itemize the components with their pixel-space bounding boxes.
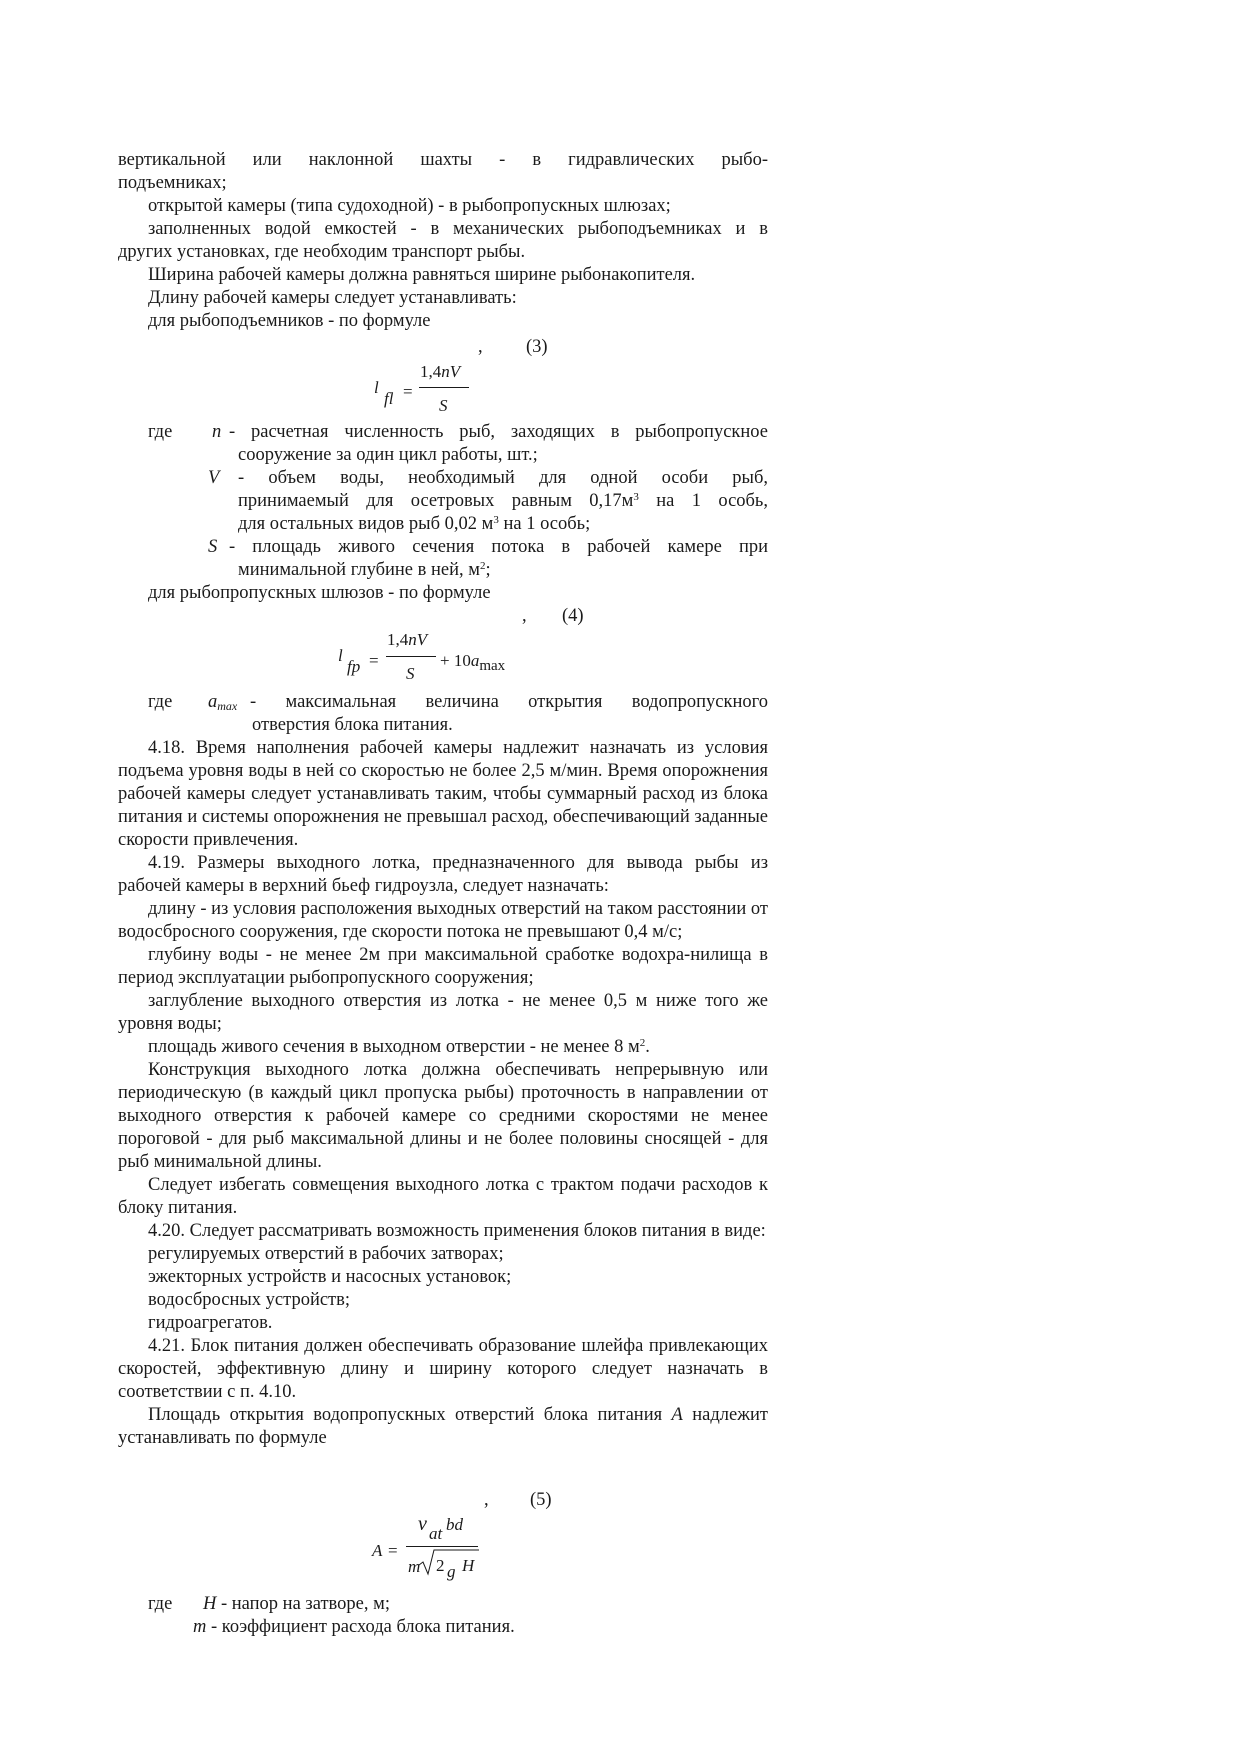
paragraph: длину - из условия расположения выходных отверстий на таком расстоянии от водосбросного сооружения, где скорости потока не превышают 0,4 м/с; [118,899,768,942]
paragraph: вертикальной или наклонной шахты - в гидравлических рыбо- [118,150,768,170]
where-label: где [148,422,173,442]
paragraph: открытой камеры (типа судоходной) - в рыбопропускных шлюзах; [148,196,671,216]
definition-n-line2: сооружение за один цикл работы, шт.; [238,445,538,465]
fraction-bar [386,656,436,657]
formula-denominator: S [439,396,448,415]
paragraph: заполненных водой емкостей - в механических рыбоподъемниках и в [148,219,768,239]
formula-m: m [408,1557,421,1576]
equation-comma: , [484,1490,489,1510]
paragraph: заглубление выходного отверстия из лотка - не менее 0,5 м ниже того же уровня воды; [118,991,768,1034]
list-item: гидроагрегатов. [148,1313,273,1333]
equation-number: (5) [530,1490,552,1510]
formula-equals: = [369,651,379,670]
symbol-amax: amax [208,692,238,713]
formula-lhs: A [372,1541,383,1560]
formula-equals: = [388,1541,398,1560]
definition-h: H - напор на затворе, м; [203,1594,390,1614]
formula-numerator: 1,4nV [387,630,428,649]
equation-comma: , [478,337,483,357]
definition-amax-line1: - максимальная величина открытия водопропускного [250,692,768,712]
where-label: где [148,1594,173,1614]
paragraph-4-20: 4.20. Следует рассматривать возможность применения блоков питания в виде: [148,1221,766,1241]
main-body [118,737,768,1450]
paragraph: площадь живого сечения в выходном отверстии - не менее 8 $м^2$. [148,1037,650,1057]
fraction-bar [419,387,469,388]
paragraph: глубину воды - не менее 2м при максимальной сработке водохра-нилища в период эксплуатации рыбопропускного сооружения; [118,945,768,988]
definition-amax-line2: отверстия блока питания. [252,715,453,735]
paragraph: подъемниках; [118,173,227,193]
paragraph: других установках, где необходим транспорт рыбы. [118,242,526,262]
definition-s-line2: минимальной глубине в ней, $м^2$; [238,560,491,580]
paragraph: Конструкция выходного лотка должна обеспечивать непрерывную или периодическую (в каждый цикл пропуска рыбы) проточность в направлении от выходного отверстия к рабочей камере со средними скоростями не менее пороговой - для рыб максимальной длины и не более половины сносящей - для рыб минимальной длины. [118,1060,768,1172]
formula-plus-term: + 10amax [440,651,506,674]
intro-block [118,149,768,333]
paragraph-4-18: 4.18. Время наполнения рабочей камеры надлежит назначать из условия подъема уровня воды в ней со скоростью не более 2,5 м/мин. Время опорожнения рабочей камеры следует устанавливать таким, чтобы суммарный расход из блока питания и системы опорожнения не превышал расход, обеспечивающий заданные скорости привлечения. [118,738,768,850]
formula-lhs-subscript: fl [384,389,394,408]
definition-n-line1: - расчетная численность рыб, заходящих в рыбопропускное [229,422,768,442]
list-item: эжекторных устройств и насосных установок; [148,1267,512,1287]
paragraph: Следует избегать совмещения выходного лотка с трактом подачи расходов к блоку питания. [118,1175,768,1218]
formula-denominator: S [406,664,415,683]
where-label: где [148,692,173,712]
formula-two: 2 [436,1556,445,1575]
formula-h: H [462,1556,475,1575]
paragraph: Длину рабочей камеры следует устанавливать: [148,288,517,308]
equation-number: (4) [562,606,584,626]
symbol-n: n [212,422,222,442]
paragraph-4-21: 4.21. Блок питания должен обеспечивать образование шлейфа привлекающих скоростей, эффективную длину и ширину которого следует назначать в соответствии с п. 4.10. [118,1336,768,1402]
definition-v-line3: для остальных видов рыб 0,02 $м^3$ на 1 особь; [238,514,591,534]
formula-g: g [447,1562,456,1581]
definition-s-line1: - площадь живого сечения потока в рабочей камере при [229,537,768,557]
formula-velocity-subscript: at [429,1524,443,1543]
equation-comma: , [522,606,527,626]
list-item: регулируемых отверстий в рабочих затворах; [148,1244,504,1264]
formula-lhs-subscript: fp [347,657,361,676]
paragraph: Площадь открытия водопропускных отверстий блока питания A надлежит устанавливать по формуле [118,1405,769,1448]
formula-velocity: v [418,1513,427,1535]
formula-lhs: l [374,378,379,397]
paragraph: для рыбопропускных шлюзов - по формуле [148,583,491,603]
paragraph-4-19: 4.19. Размеры выходного лотка, предназначенного для вывода рыбы из рабочей камеры в верхний бьеф гидроузла, следует назначать: [118,853,768,896]
definition-v-line1: - объем воды, необходимый для одной особи рыб, [238,468,768,488]
formula-lhs: l [338,646,343,665]
formula-equals: = [403,382,413,401]
definition-m: m - коэффициент расхода блока питания. [193,1617,515,1637]
symbol-v: V [208,468,220,488]
formula-bd: bd [446,1515,463,1534]
list-item: водосбросных устройств; [148,1290,351,1310]
definition-v-line2: принимаемый для осетровых равным $0,17м^3$ на 1 особь, [238,491,768,511]
paragraph: для рыбоподъемников - по формуле [148,311,431,331]
equation-number: (3) [526,337,548,357]
formula-numerator: 1,4nV [420,362,461,381]
symbol-s: S [208,537,218,557]
paragraph: Ширина рабочей камеры должна равняться ширине рыбонакопителя. [148,265,696,285]
